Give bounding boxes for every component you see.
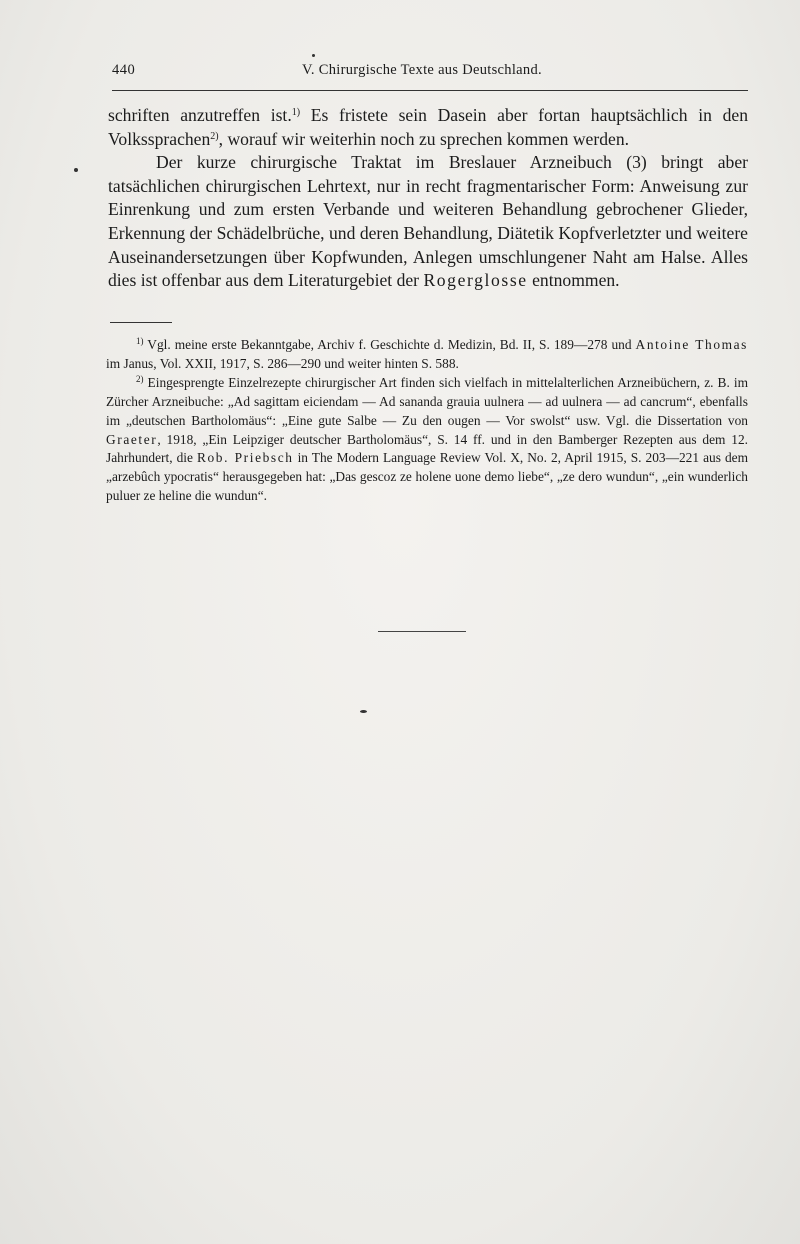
paragraph-2 <box>108 151 748 293</box>
footnote-1 <box>106 336 748 374</box>
text-run: entnommen. <box>527 270 620 291</box>
paragraph-1 <box>108 104 748 151</box>
footnote-rule <box>110 322 172 323</box>
running-head: V. Chirurgische Texte aus Deutschland. <box>302 62 542 78</box>
footnote-ref-1: 1) <box>291 107 301 118</box>
print-speck <box>360 710 367 713</box>
spaced-name: Rob. Priebsch <box>196 450 294 466</box>
text-run: , worauf wir weiterhin noch zu sprechen kommen werden. <box>218 128 630 149</box>
text-run: Es fristete sein Dasein aber fortan hauptsächlich in den Volkssprachen <box>108 105 748 149</box>
text-run: in The Modern Language Review Vol. X, No. 2, April 1915, S. 203—221 aus dem „arzebûch ypocratis“ herausgegeben hat: „Das gescoz ze holene uone demo liebe“, „ze dero wundun“, „ein wunderlich puluer ze heline die wundun“. <box>106 450 749 504</box>
footnote-2 <box>106 374 748 506</box>
text-run: Der kurze chirurgische Traktat im Breslauer Arzneibuch (3) bringt aber tatsächlichen chirurgischen Lehrtext, nur in recht fragmentarischer Form: Anweisung zur Einrenkung und zum ersten Verbande und weiteren Behandlung gebrochener Glieder, Erkennung der Schädelbrüche, und deren Behandlung, Diätetik Kopfverletzter und weitere Auseinandersetzungen über Kopfwunden, Anlegen umschlungener Naht am Halse. Alles dies ist offenbar aus dem Literaturgebiet der <box>108 152 748 291</box>
text-run: schriften anzutreffen ist. <box>108 105 292 125</box>
page-header <box>112 62 746 86</box>
header-rule <box>112 90 748 91</box>
spaced-name: Antoine Thomas <box>635 337 748 352</box>
footnote-mark-2: 2) <box>136 373 144 384</box>
print-speck <box>74 168 78 172</box>
footnotes <box>106 336 748 506</box>
footnote-mark-1: 1) <box>136 336 144 346</box>
text-run: Vgl. meine erste Bekanntgabe, Archiv f. Geschichte d. Medizin, Bd. II, S. 189—278 und <box>143 337 636 352</box>
text-run: im Janus, Vol. XXII, 1917, S. 286—290 und weiter hinten S. 588. <box>106 355 459 371</box>
text-run: , 1918, „Ein Leipziger deutscher Bartholomäus“, S. 14 ff. und in den Bamberger Rezepten aus dem 12. Jahrhundert, die <box>106 431 748 466</box>
footnote-ref-2: 2) <box>210 130 219 142</box>
print-speck <box>312 54 315 57</box>
spaced-name: Graeter <box>106 431 158 447</box>
spaced-name: Rogerglosse <box>423 270 528 291</box>
main-text <box>108 104 748 293</box>
text-run: Eingesprengte Einzelrezepte chirurgischer Art finden sich vielfach in mittelalterlichen Arzneibüchern, z. B. im Zürcher Arzneibuche: „Ad sagittam eiciendam — Ad sananda grauia uulnera — ad uulnera — ad cancrum“, ebenfalls im „deutschen Bartholomäus“: „Eine gute Salbe — Zu den ougen — Vor swolst“ usw. Vgl. die Dissertation von <box>106 374 748 428</box>
end-rule <box>378 631 466 632</box>
page-number: 440 <box>112 62 136 78</box>
